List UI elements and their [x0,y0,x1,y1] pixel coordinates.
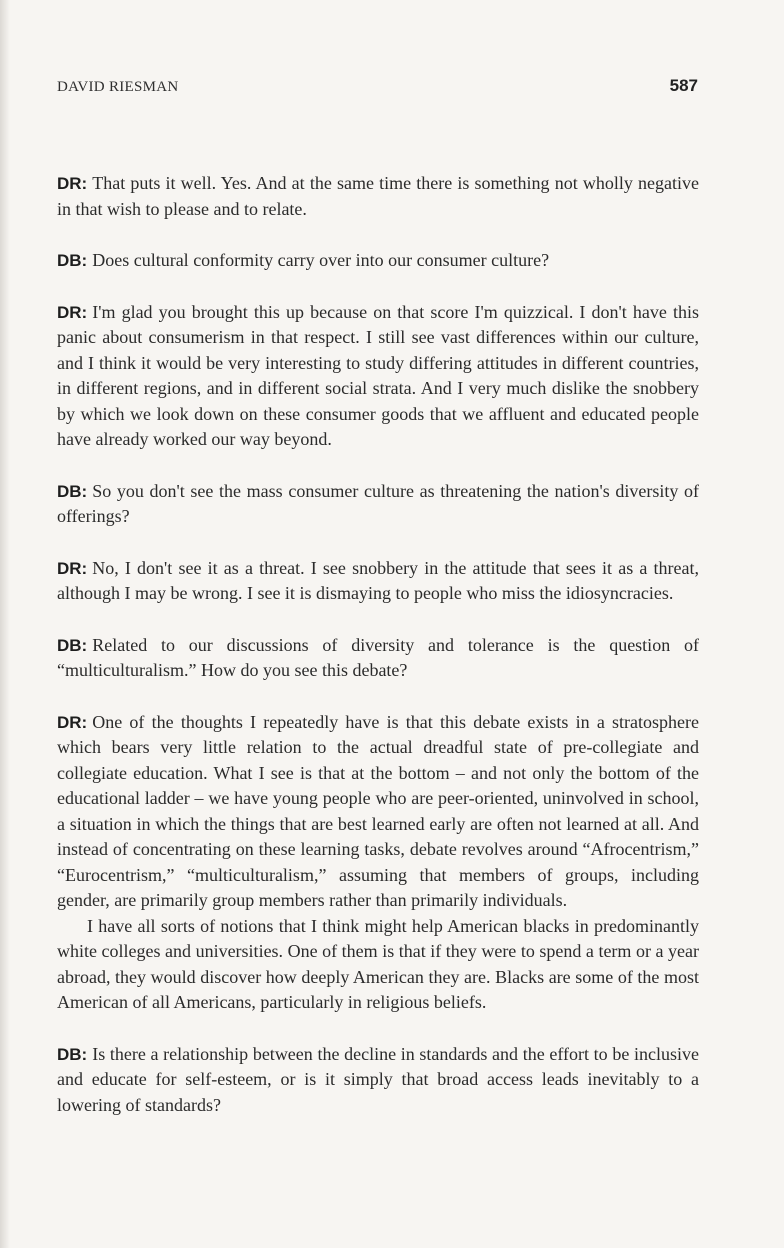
running-title: DAVID RIESMAN [57,79,179,95]
exchange-dr-2 [57,300,699,453]
exchange-paragraph [57,171,699,222]
speaker-label: DB: [57,251,88,270]
speaker-label: DB: [57,481,88,501]
exchange-dr-4 [57,710,699,1016]
exchange-db-2 [57,479,699,530]
page-spine-shadow [0,0,10,1248]
paragraph-text: Does cultural conformity carry over into our consumer culture? [92,250,550,270]
paragraph-text: Related to our discussions of diversity and tolerance is the question of “multiculturalism.” How do you see this debate? [57,634,699,680]
speaker-label: DB: [57,1044,88,1064]
exchange-db-1 [57,248,699,274]
exchange-paragraph [57,1042,699,1119]
paragraph-text: I'm glad you brought this up because on that score I'm quizzical. I don't have this panic about consumerism in that respect. I still see vast differences within our culture, and I think it would be very interesting to study differing attitudes in different countries, in different regions, and in different social strata. And I very much dislike the snobbery by which we look down on these consumer goods that we affluent and educated people have already worked our way beyond. [57,301,699,449]
paragraph-text: No, I don't see it as a threat. I see snobbery in the attitude that sees it as a threat, although I may be wrong. I see it is dismaying to people who miss the idiosyncracies. [57,557,699,603]
speaker-label: DR: [57,712,88,732]
speaker-label: DR: [57,558,88,578]
exchange-dr-3 [57,556,699,607]
exchange-paragraph [57,479,699,530]
paragraph-text: That puts it well. Yes. And at the same time there is something not wholly negative in that wish to please and to relate. [57,173,699,219]
interview-body [57,171,699,1144]
exchange-db-4 [57,1042,699,1119]
running-header [57,76,698,96]
exchange-paragraph [57,633,699,684]
exchange-paragraph [57,710,699,914]
paragraph-text: So you don't see the mass consumer culture as threatening the nation's diversity of offerings? [57,480,699,526]
speaker-label: DB: [57,635,88,655]
page-number: 587 [669,76,698,95]
speaker-label: DR: [57,174,88,193]
exchange-dr-1 [57,171,699,222]
exchange-db-3 [57,633,699,684]
paragraph-text: Is there a relationship between the decline in standards and the effort to be inclusive and educate for self-esteem, or is it simply that broad access leads inevitably to a lowering of standards? [57,1043,699,1115]
paragraph-text: One of the thoughts I repeatedly have is that this debate exists in a stratosphere which bears very little relation to the actual dreadful state of pre-collegiate and collegiate education. What I see is that at the bottom – and not only the bottom of the educational ladder – we have young people who are peer-oriented, uninvolved in school, a situation in which the things that are best learned early are often not learned at all. And instead of concentrating on these learning tasks, debate revolves around “Afrocentrism,” “Eurocentrism,” “multiculturalism,” assuming that members of groups, including gender, are primarily group members rather than primarily individuals. [57,711,699,910]
speaker-label: DR: [57,302,88,322]
exchange-paragraph [57,300,699,453]
exchange-paragraph [57,248,699,274]
continuation-paragraph: I have all sorts of notions that I think might help American blacks in predominantly white colleges and universities. One of them is that if they were to spend a term or a year abroad, they would discover how deeply American they are. Blacks are some of the most American of all Americans, particularly in religious beliefs. [57,915,699,1012]
exchange-paragraph [57,556,699,607]
